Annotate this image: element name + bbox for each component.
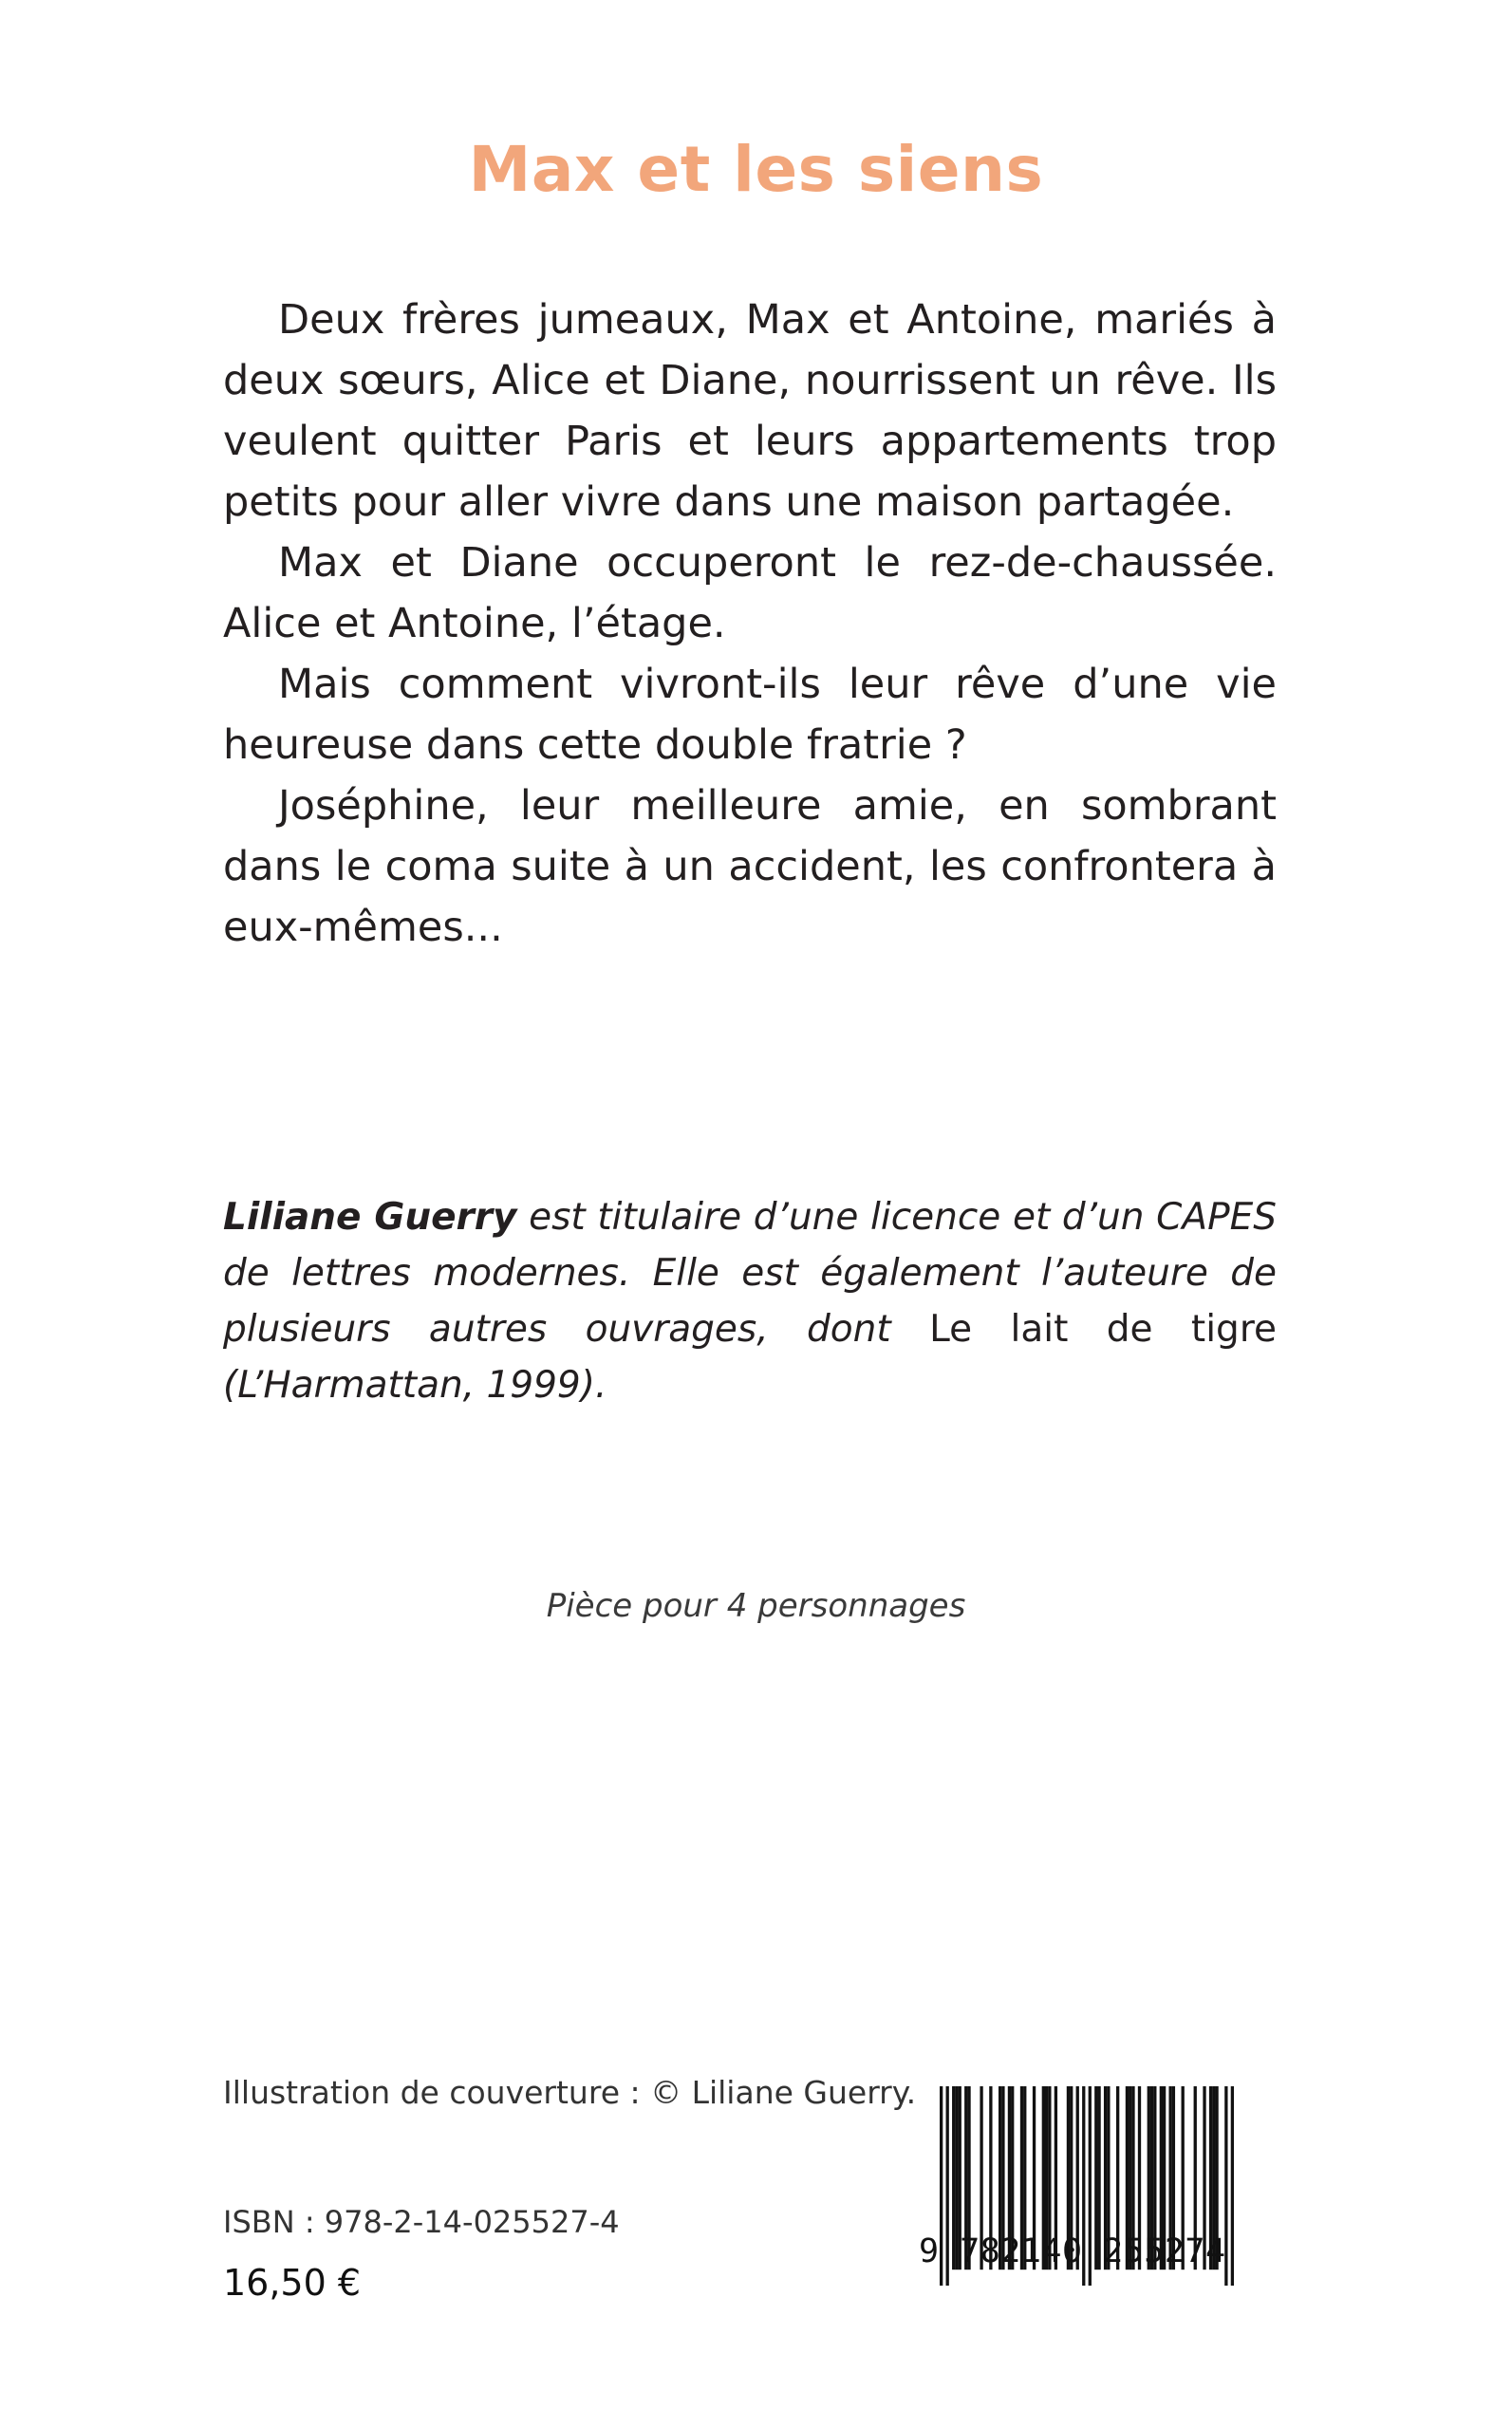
illustration-credit: Illustration de couverture : © Liliane Guerry.	[223, 2074, 917, 2111]
summary-paragraph: Max et Diane occuperont le rez-de-chaussée. Alice et Antoine, l’étage.	[223, 539, 1277, 647]
referenced-book-title: Le lait de tigre	[929, 1308, 1277, 1351]
isbn-number: ISBN : 978-2-14-025527-4	[223, 2204, 620, 2240]
bio-publisher: (L’Harmattan, 1999).	[223, 1364, 607, 1407]
book-title: Max et les siens	[468, 133, 1044, 206]
barcode-digits: 9 782140 255274	[919, 2232, 1226, 2270]
price: 16,50 €	[223, 2262, 362, 2304]
summary-paragraph: Joséphine, leur meilleure amie, en sombrant dans le coma suite à un accident, les confrontera à eux-mêmes...	[223, 782, 1277, 951]
author-name: Liliane Guerry	[223, 1196, 517, 1239]
bio-text: est titulaire d’une licence et d’un CAPES de lettres modernes. Elle est également l’auteure de plusieurs autres ouvrages, dont	[223, 1196, 1277, 1351]
back-cover-summary	[223, 289, 1277, 958]
summary-paragraph: Mais comment vivront-ils leur rêve d’une vie heureuse dans cette double fratrie ?	[223, 661, 1277, 769]
summary-paragraph: Deux frères jumeaux, Max et Antoine, mariés à deux sœurs, Alice et Diane, nourrissent un rêve. Ils veulent quitter Paris et leurs appartements trop petits pour aller vivre dans une maison partagée.	[223, 296, 1277, 526]
author-bio	[223, 1189, 1277, 1413]
genre-subtitle: Pièce pour 4 personnages	[546, 1587, 966, 1625]
